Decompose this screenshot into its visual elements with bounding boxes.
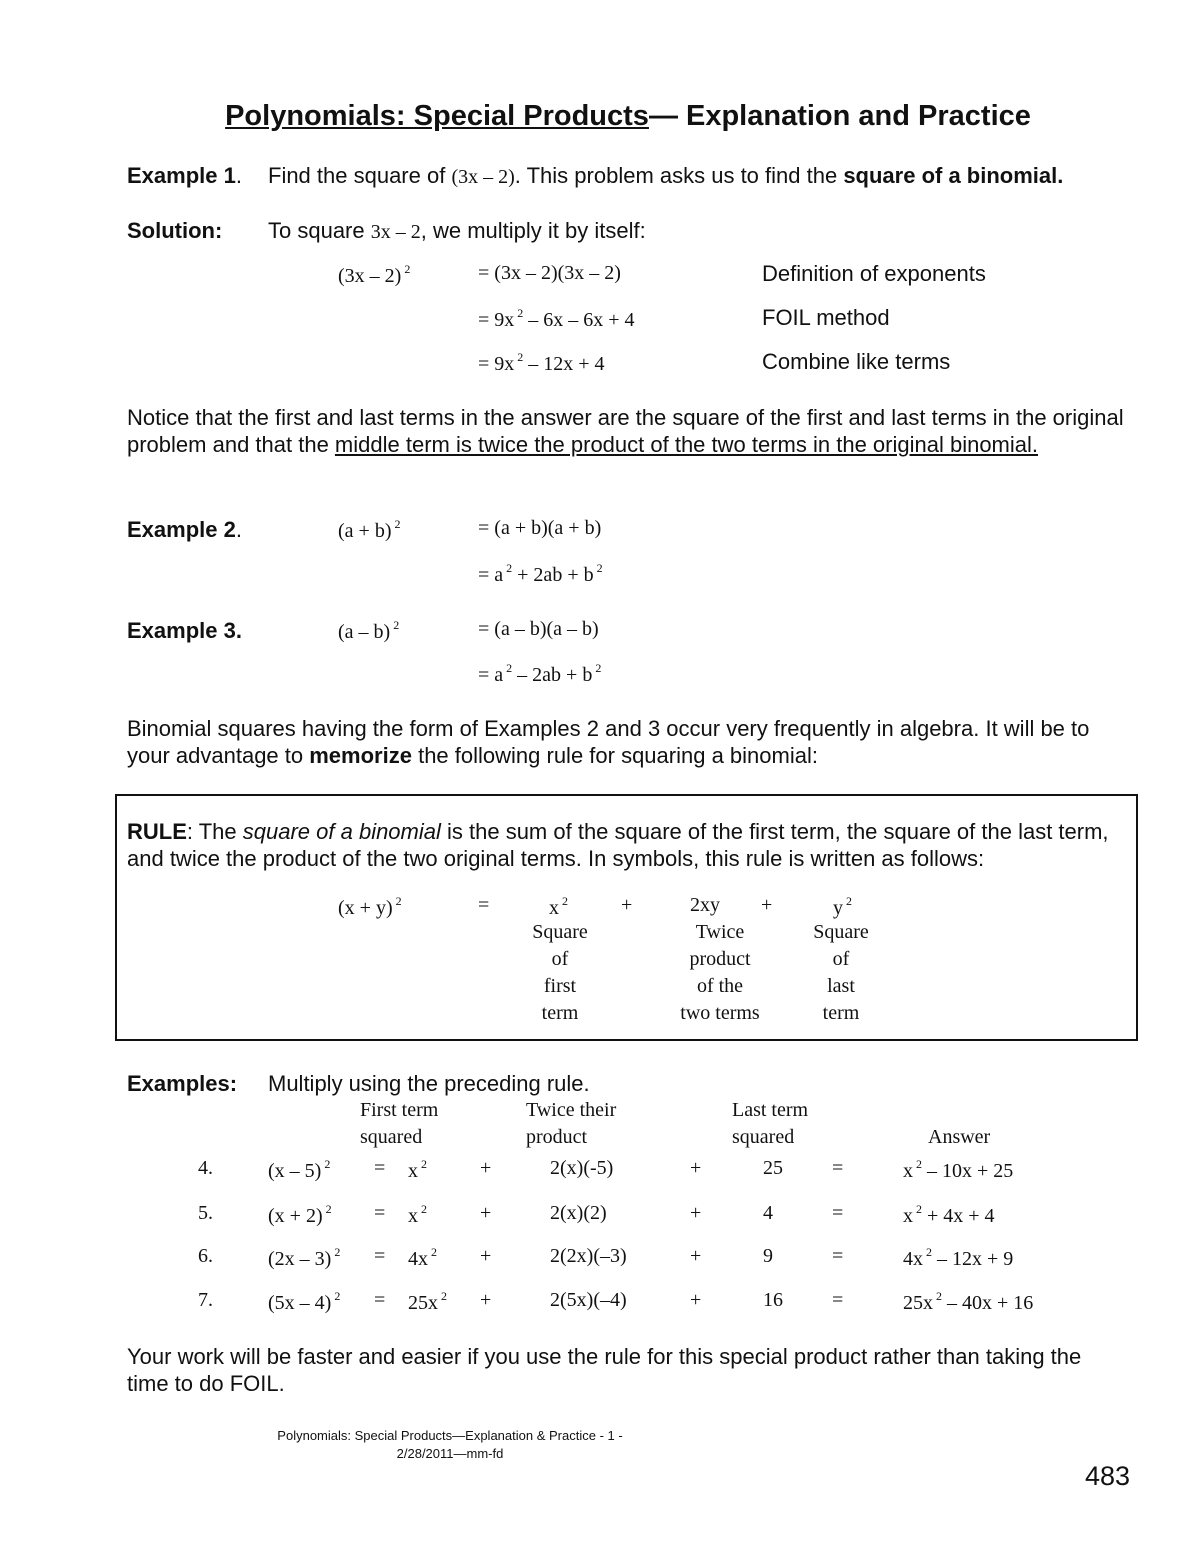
row-plus: + [480, 1289, 492, 1311]
row-expr: (x – 5) $^2$ [268, 1157, 331, 1182]
binomial-paragraph: Binomial squares having the form of Examples 2 and 3 occur very frequently in algebra. It will be to your advantage to memorize the following rule for squaring a binomial: [127, 716, 1090, 768]
closing-paragraph: Your work will be faster and easier if you use the rule for this special product rather than taking the time to do FOIL. [127, 1344, 1082, 1396]
solution-reason-2: FOIL method [762, 305, 890, 330]
rule-term3: y $^2$ [833, 894, 852, 919]
row-answer: 4x $^2$ – 12x + 9 [903, 1245, 1014, 1270]
row-equals: = [374, 1202, 386, 1224]
rule-equals: = [478, 894, 490, 916]
rule-text: RULE: The square of a binomial is the sum of the square of the first term, the square of the last term, and twice the product of the two original terms. In symbols, this rule is written as follows: [127, 819, 1109, 871]
row-num: 4. [198, 1157, 213, 1179]
row-equals: = [374, 1289, 386, 1311]
row-answer: 25x $^2$ – 40x + 16 [903, 1289, 1034, 1314]
footer-title: Polynomials: Special Products—Explanation & Practice [277, 1428, 596, 1443]
header-answer: Answer [928, 1126, 991, 1148]
row-last: 25 [763, 1157, 783, 1179]
example3-label: Example 3. [127, 618, 242, 643]
solution-text: To square 3x – 2, we multiply it by itself: [268, 218, 646, 243]
row-twice: 2(x)(2) [550, 1202, 607, 1224]
row-plus: + [690, 1202, 702, 1224]
example2-line1: = (a + b)(a + b) [478, 517, 602, 539]
row-num: 5. [198, 1202, 213, 1224]
row-last: 4 [763, 1202, 773, 1224]
rule-desc-last: Square of last term [813, 921, 869, 1024]
row-plus: + [690, 1245, 702, 1267]
row-equals: = [374, 1157, 386, 1179]
row-expr: (2x – 3) $^2$ [268, 1245, 341, 1270]
row-twice: 2(x)(-5) [550, 1157, 614, 1179]
example3-lhs: (a – b) $^2$ [338, 618, 400, 643]
row-plus: + [480, 1245, 492, 1267]
example2-lhs: (a + b) $^2$ [338, 517, 401, 542]
example1-text: Find the square of (3x – 2). This problem asks us to find the square of a binomial. [268, 163, 1064, 188]
row-answer: x $^2$ + 4x + 4 [903, 1202, 995, 1227]
rule-desc-twice: Twice product of the two terms [680, 921, 760, 1024]
examples-intro: Multiply using the preceding rule. [268, 1071, 590, 1096]
examples-label: Examples: [127, 1071, 238, 1096]
solution-lhs: (3x – 2) $^2$ [338, 262, 411, 287]
header-first-term: First term squared [360, 1099, 439, 1148]
rule-term2: 2xy [690, 894, 720, 916]
solution-step-3: = 9x $^2$ – 12x + 4 [478, 350, 605, 375]
title-subtitle: — Explanation and Practice [648, 100, 1031, 132]
row-answer: x $^2$ – 10x + 25 [903, 1157, 1014, 1182]
row-twice: 2(5x)(–4) [550, 1289, 627, 1311]
page-number: 483 [1084, 1461, 1130, 1491]
example2-label: Example 2. [127, 517, 242, 542]
example1-label: Example 1. [127, 163, 242, 188]
row-equals: = [832, 1245, 844, 1267]
row-expr: (x + 2) $^2$ [268, 1202, 332, 1227]
row-plus: + [480, 1157, 492, 1179]
row-num: 6. [198, 1245, 213, 1267]
notice-paragraph: Notice that the first and last terms in the answer are the square of the first and last terms in the original problem and that the middle term is twice the product of the two terms in the original binomial. [127, 405, 1124, 457]
row-first: x $^2$ [408, 1157, 427, 1182]
rule-desc-first: Square of first term [532, 921, 588, 1024]
row-first: x $^2$ [408, 1202, 427, 1227]
row-equals: = [832, 1289, 844, 1311]
row-plus: + [690, 1289, 702, 1311]
page-footer [180, 1427, 720, 1463]
footer-date: 2/28/2011—mm-fd [396, 1446, 504, 1461]
row-num: 7. [198, 1289, 213, 1311]
header-last-term: Last term squared [732, 1099, 809, 1148]
row-first: 25x $^2$ [408, 1289, 447, 1314]
row-last: 9 [763, 1245, 773, 1267]
solution-reason-3: Combine like terms [762, 349, 951, 374]
rule-lhs: (x + y) $^2$ [338, 894, 402, 919]
title-main: Polynomials: Special Products [225, 100, 649, 132]
row-plus: + [690, 1157, 702, 1179]
example3-line1: = (a – b)(a – b) [478, 618, 599, 640]
solution-step-2: = 9x $^2$ – 6x – 6x + 4 [478, 306, 635, 331]
page-title [0, 100, 1200, 133]
solution-label: Solution: [127, 218, 223, 243]
row-expr: (5x – 4) $^2$ [268, 1289, 341, 1314]
solution-step-1: = (3x – 2)(3x – 2) [478, 262, 621, 284]
row-equals: = [374, 1245, 386, 1267]
row-first: 4x $^2$ [408, 1245, 437, 1270]
solution-reason-1: Definition of exponents [762, 261, 986, 286]
row-twice: 2(2x)(–3) [550, 1245, 627, 1267]
row-equals: = [832, 1202, 844, 1224]
header-twice-product: Twice their product [526, 1099, 617, 1148]
row-plus: + [480, 1202, 492, 1224]
example3-line2: = a $^2$ – 2ab + b $^2$ [478, 661, 602, 686]
row-last: 16 [763, 1289, 783, 1311]
example2-line2: = a $^2$ + 2ab + b $^2$ [478, 561, 603, 586]
row-equals: = [832, 1157, 844, 1179]
rule-term1: x $^2$ [549, 894, 568, 919]
rule-plus-2: + [761, 894, 773, 916]
rule-plus-1: + [621, 894, 633, 916]
footer-page: - 1 - [599, 1428, 623, 1443]
